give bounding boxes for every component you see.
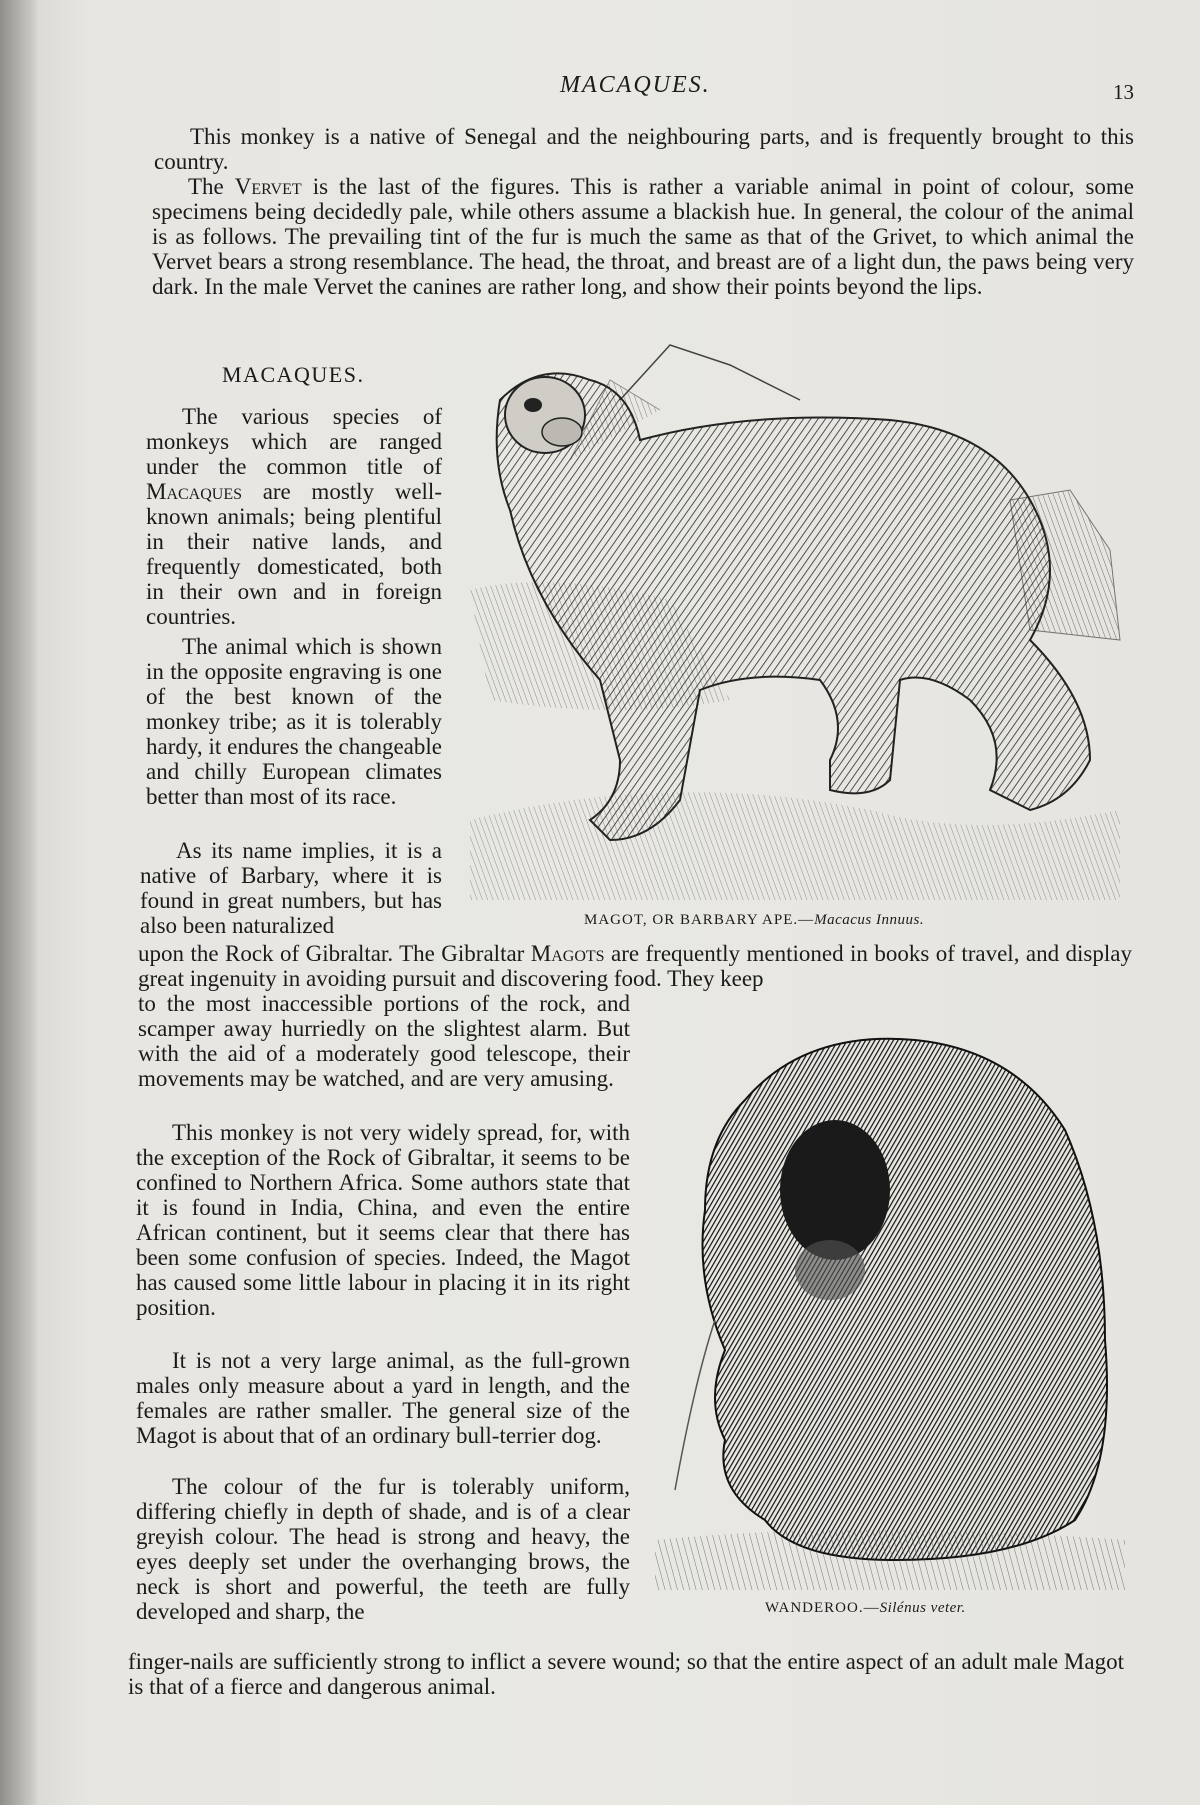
section-title: MACAQUES. xyxy=(222,362,365,387)
page-number: 13 xyxy=(1113,80,1134,104)
wanderoo-caption xyxy=(765,1600,966,1617)
section-p3-cont-lead: upon the Rock of Gibraltar. The Gibraltar xyxy=(138,941,531,966)
magot-caption xyxy=(584,912,924,929)
magot-engraving xyxy=(470,340,1130,900)
intro-paragraph-2 xyxy=(152,174,1134,299)
section-paragraph-2: The animal which is shown in the opposite engraving is one of the best known of the monkey tribe; as it is tolerably hardy, it endures the changeable and chilly European climates better than most of its race. xyxy=(146,634,442,809)
section-paragraph-1 xyxy=(146,404,442,629)
intro-p2-lead: The xyxy=(188,174,235,199)
intro-p2-rest: is the last of the figures. This is rather a variable animal in point of colour, some specimens being decidedly pale, while others assume a blackish hue. In general, the colour of the animal is as follows. The prevailing tint of the fur is much the same as that of the Grivet, to which animal the Vervet bears a strong resemblance. The head, the throat, and breast are of a light dun, the paws being very dark. In the male Vervet the canines are rather long, and show their points beyond the lips. xyxy=(152,174,1134,299)
wanderoo-caption-main: WANDEROO.— xyxy=(765,1600,880,1616)
section-paragraph-3-continued-2: to the most inaccessible portions of the rock, and scamper away hurriedly on the slightest alarm. But with the aid of a moderately good telescope, their movements may be watched, and are very amusing. xyxy=(138,991,630,1091)
running-title: MACAQUES. xyxy=(560,72,711,98)
section-p1-lead: The various species of monkeys which are ranged under the common title of xyxy=(146,404,442,479)
wanderoo-engraving xyxy=(655,1020,1125,1590)
section-paragraph-5: It is not a very large animal, as the full-grown males only measure about a yard in length, and the females are rather smaller. The general size of the Magot is about that of an ordinary bull-terrier dog. xyxy=(136,1348,630,1448)
macaques-name: Macaques xyxy=(146,479,243,504)
wanderoo-caption-latin: Silénus veter. xyxy=(879,1600,966,1616)
magots-name: Magots xyxy=(530,941,605,966)
intro-paragraph-1-text: This monkey is a native of Senegal and the neighbouring parts, and is frequently brought to this country. xyxy=(154,124,1134,174)
section-paragraph-4: This monkey is not very widely spread, for, with the exception of the Rock of Gibraltar, it seems to be confined to Northern Africa. Some authors state that it is found in India, China, and even the entire African continent, but it seems clear that there has been some confusion of species. Indeed, the Magot has caused some little labour in placing it in its right position. xyxy=(136,1120,630,1320)
intro-paragraph-1 xyxy=(154,124,1134,174)
magot-caption-main: MAGOT, OR BARBARY APE.— xyxy=(584,912,815,928)
section-p3-cont-rest: are frequently mentioned in books of travel, and display great ingenuity in avoiding pursuit and discovering food. They keep xyxy=(138,941,1132,991)
vervet-name: Vervet xyxy=(234,174,302,199)
section-paragraph-6-continued: finger-nails are sufficiently strong to inflict a severe wound; so that the entire aspect of an adult male Magot is that of a fierce and dangerous animal. xyxy=(128,1649,1124,1699)
section-paragraph-3: As its name implies, it is a native of Barbary, where it is found in great numbers, but has also been naturalized xyxy=(140,838,442,938)
section-p1-rest: are mostly well-known animals; being plentiful in their native lands, and frequently domesticated, both in their own and in foreign countries. xyxy=(146,479,442,629)
section-paragraph-6: The colour of the fur is tolerably uniform, differing chiefly in depth of shade, and is of a clear greyish colour. The head is strong and heavy, the eyes deeply set under the overhanging brows, the neck is short and powerful, the teeth are fully developed and sharp, the xyxy=(136,1474,630,1624)
magot-caption-latin: Macacus Innuus. xyxy=(814,912,925,928)
section-paragraph-3-continued xyxy=(138,941,1132,991)
